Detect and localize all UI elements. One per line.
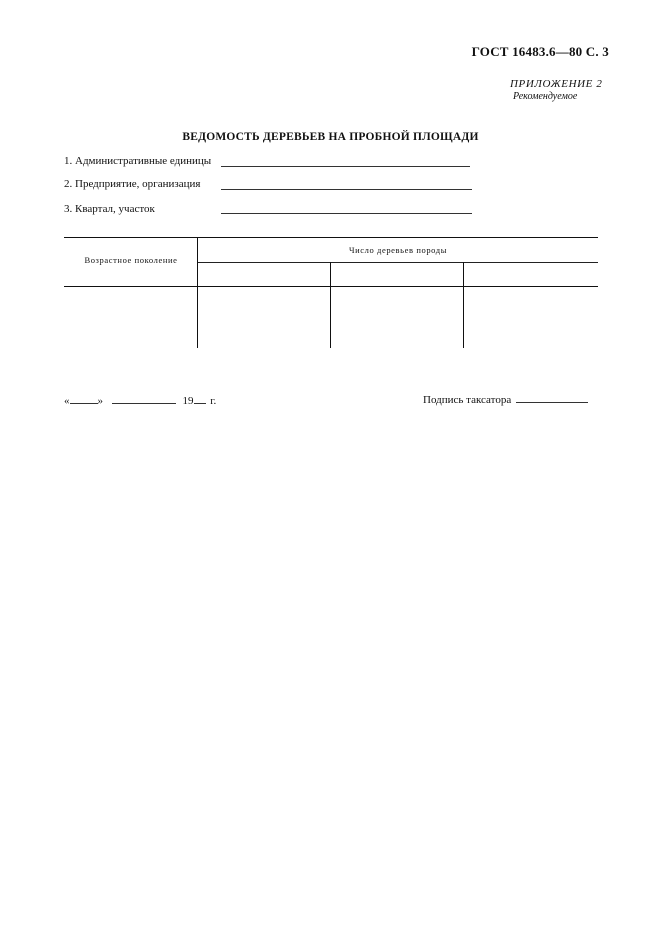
- table-top-rule: [64, 237, 598, 238]
- appendix-label: ПРИЛОЖЕНИЕ 2: [510, 78, 603, 90]
- field-line-admin-units[interactable]: [221, 166, 470, 167]
- table-subheader-rule: [198, 262, 598, 263]
- field-label-admin-units: 1. Административные единицы: [64, 155, 212, 167]
- document-title: ВЕДОМОСТЬ ДЕРЕВЬЕВ НА ПРОБНОЙ ПЛОЩАДИ: [182, 131, 479, 143]
- field-label-quarter: 3. Квартал, участок: [64, 203, 155, 215]
- date-day-blank[interactable]: [70, 395, 98, 404]
- footer-signature: [423, 394, 588, 406]
- field-line-quarter[interactable]: [221, 213, 472, 214]
- table-divider-col-1: [330, 262, 331, 348]
- date-month-blank[interactable]: [112, 395, 176, 404]
- document-code: ГОСТ 16483.6—80 С. 3: [471, 44, 609, 59]
- date-quote-close: »: [97, 395, 103, 407]
- date-year-prefix: 19: [182, 395, 194, 407]
- table-header-bottom-rule: [64, 286, 598, 287]
- date-year-suffix: г.: [210, 395, 217, 407]
- signature-blank[interactable]: [516, 394, 588, 403]
- footer-date: [64, 395, 216, 407]
- table-divider-col-2: [463, 262, 464, 348]
- date-year-blank[interactable]: [194, 395, 206, 404]
- appendix-note: Рекомендуемое: [513, 91, 578, 102]
- field-label-enterprise: 2. Предприятие, организация: [64, 178, 201, 190]
- field-line-enterprise[interactable]: [221, 189, 472, 190]
- table-header-age-generation: Возрастное поколение: [84, 255, 178, 265]
- table-header-tree-count: Число деревьев породы: [348, 245, 448, 255]
- date-quote-open: «: [64, 395, 70, 407]
- signature-label: Подпись таксатора: [423, 394, 512, 406]
